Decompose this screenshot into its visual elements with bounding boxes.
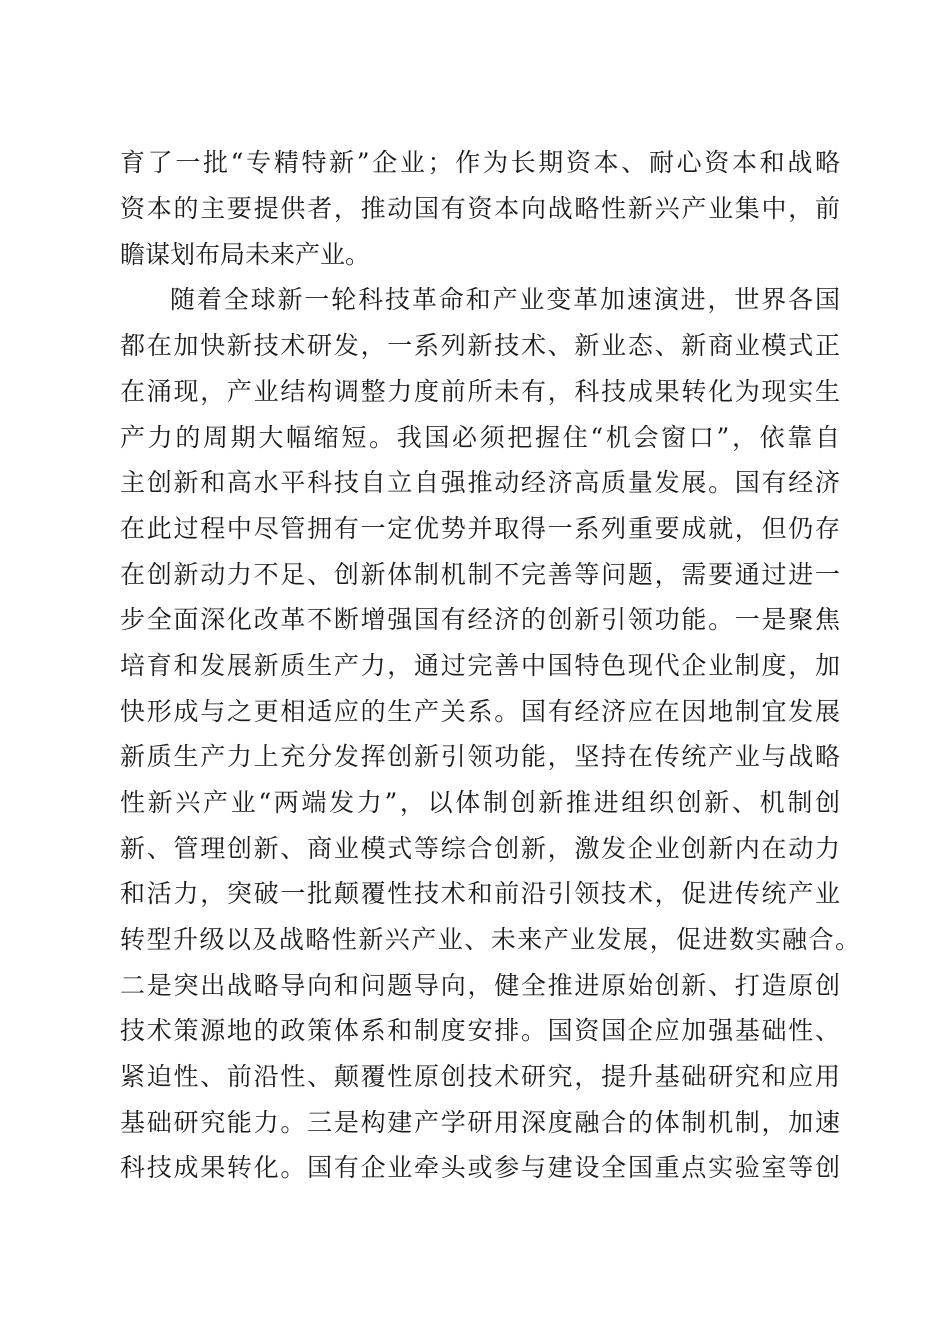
paragraph-2-line-19: 基础研究能力。三是构建产学研用深度融合的体制机制，加速: [120, 1108, 840, 1137]
paragraph-2-line-2: 都在加快新技术研发，一系列新技术、新业态、新商业模式正: [120, 331, 840, 360]
paragraph-2-line-3: 在涌现，产业结构调整力度前所未有，科技成果转化为现实生: [120, 377, 840, 406]
paragraph-2-line-4: 产力的周期大幅缩短。我国必须把握住“机会窗口”，依靠自: [120, 423, 840, 452]
paragraph-2-line-5: 主创新和高水平科技自立自强推动经济高质量发展。国有经济: [120, 468, 840, 497]
paragraph-2-line-20: 科技成果转化。国有企业牵头或参与建设全国重点实验室等创: [120, 1153, 840, 1182]
paragraph-2-line-7: 在创新动力不足、创新体制机制不完善等问题，需要通过进一: [120, 560, 840, 589]
paragraph-2-line-13: 新、管理创新、商业模式等综合创新，激发企业创新内在动力: [120, 834, 840, 863]
paragraph-2-line-15: 转型升级以及战略性新兴产业、未来产业发展，促进数实融合。: [120, 925, 860, 954]
paragraph-2-line-12: 性新兴产业“两端发力”，以体制创新推进组织创新、机制创: [120, 788, 840, 817]
paragraph-2-line-1: 随着全球新一轮科技革命和产业变革加速演进，世界各国: [170, 285, 840, 314]
paragraph-1-line-3: 瞻谋划布局未来产业。: [120, 240, 371, 269]
paragraph-2-line-8: 步全面深化改革不断增强国有经济的创新引领功能。一是聚焦: [120, 605, 840, 634]
paragraph-2-line-17: 技术策源地的政策体系和制度安排。国资国企应加强基础性、: [120, 1016, 840, 1045]
paragraph-2-line-18: 紧迫性、前沿性、颠覆性原创技术研究，提升基础研究和应用: [120, 1062, 840, 1091]
paragraph-2-line-11: 新质生产力上充分发挥创新引领功能，坚持在传统产业与战略: [120, 742, 840, 771]
paragraph-1-line-2: 资本的主要提供者，推动国有资本向战略性新兴产业集中，前: [120, 194, 840, 223]
paragraph-2-line-10: 快形成与之更相适应的生产关系。国有经济应在因地制宜发展: [120, 697, 840, 726]
paragraph-2-line-6: 在此过程中尽管拥有一定优势并取得一系列重要成就，但仍存: [120, 514, 840, 543]
paragraph-2-line-9: 培育和发展新质生产力，通过完善中国特色现代企业制度，加: [120, 651, 840, 680]
paragraph-1-line-1: 育了一批“专精特新”企业；作为长期资本、耐心资本和战略: [120, 148, 840, 177]
paragraph-2-line-14: 和活力，突破一批颠覆性技术和前沿引领技术，促进传统产业: [120, 879, 840, 908]
paragraph-2-line-16: 二是突出战略导向和问题导向，健全推进原始创新、打造原创: [120, 971, 840, 1000]
